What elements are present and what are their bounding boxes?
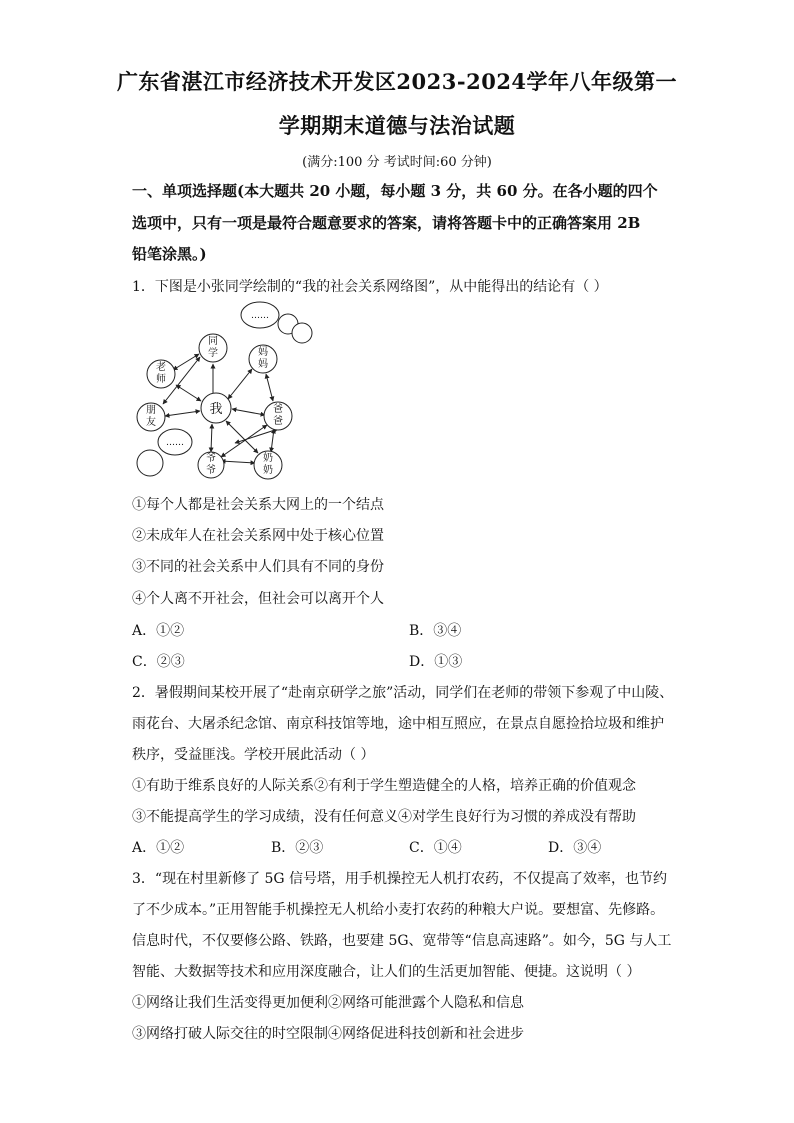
- ellipsis-left-label: ……: [166, 438, 184, 448]
- title-line-2: 学期期末道德与法治试题: [278, 113, 516, 138]
- me-label: 我: [209, 402, 223, 417]
- q2-option-b: B．②③: [271, 840, 324, 856]
- title-line-1: 广东省湛江市经济技术开发区2023-2024学年八年级第一: [116, 69, 678, 94]
- mom-label-1: 妈: [258, 347, 268, 358]
- q1-statement-1: ①每个人都是社会关系大网上的一个结点: [132, 497, 384, 513]
- q2-stem-line-1: 2．暑假期间某校开展了“赴南京研学之旅”活动，同学们在老师的带领下参观了中山陵、: [132, 685, 674, 701]
- grandma-label-2: 奶: [263, 465, 273, 476]
- social-network-diagram: [130, 298, 330, 483]
- classmate-label-1: 同: [208, 336, 218, 347]
- q2-option-d: D．③④: [548, 840, 602, 856]
- placeholder-node: [137, 450, 163, 476]
- q1-stem: 1．下图是小张同学绘制的“我的社会关系网络图”，从中能得出的结论有（ ）: [132, 279, 608, 295]
- q2-option-a: A．①②: [132, 840, 185, 856]
- q2-statement-1: ①有助于维系良好的人际关系②有利于学生塑造健全的人格，培养正确的价值观念: [132, 778, 636, 794]
- teacher-label-1: 老: [156, 362, 166, 373]
- q3-stem-line-1: 3．“现在村里新修了 5G 信号塔，用手机操控无人机打农药，不仅提高了效率，也节约: [132, 871, 668, 887]
- classmate-label-2: 学: [208, 348, 218, 359]
- section-line-1: 一、单项选择题(本大题共 20 小题，每小题 3 分，共 60 分。在各小题的四个: [132, 182, 658, 200]
- q3-stem-line-2: 了不少成本。”正用智能手机操控无人机给小麦打农药的种粮大户说。要想富、先修路。: [132, 902, 665, 918]
- q1-statement-3: ③不同的社会关系中人们具有不同的身份: [132, 559, 384, 575]
- q1-statement-4: ④个人离不开社会，但社会可以离开个人: [132, 591, 384, 607]
- section-line-3: 铅笔涂黑。): [132, 245, 207, 263]
- section-line-2: 选项中，只有一项是最符合题意要求的答案，请将答题卡中的正确答案用 2B: [132, 214, 641, 232]
- q3-statement-1: ①网络让我们生活变得更加便利②网络可能泄露个人隐私和信息: [132, 995, 524, 1011]
- dad-label-1: 爸: [273, 404, 283, 415]
- q2-stem-line-3: 秩序，受益匪浅。学校开展此活动（ ）: [132, 747, 375, 763]
- q1-option-a: A．①②: [132, 623, 185, 639]
- q2-option-c: C．①④: [409, 840, 462, 856]
- q3-stem-line-4: 智能、大数据等技术和应用深度融合，让人们的生活更加智能、便捷。这说明（ ）: [132, 964, 641, 980]
- q2-stem-line-2: 雨花台、大屠杀纪念馆、南京科技馆等地，途中相互照应，在景点自愿捡拾垃圾和维护: [132, 716, 664, 732]
- friend-label-2: 友: [146, 417, 156, 428]
- teacher-label-2: 师: [156, 374, 166, 385]
- exam-info: (满分:100 分 考试时间:60 分钟): [302, 155, 492, 170]
- grandpa-label-2: 爷: [206, 465, 216, 476]
- q3-stem-line-3: 信息时代，不仅要修公路、铁路，也要建 5G、宽带等“信息高速路”。如今，5G 与人工: [132, 933, 672, 949]
- q1-option-b: B．③④: [409, 623, 462, 639]
- ellipsis-top-label: ……: [251, 311, 269, 321]
- grandma-label-1: 奶: [263, 453, 273, 464]
- grandpa-label-1: 爷: [206, 453, 216, 464]
- small-node-2: [292, 323, 312, 343]
- q2-statement-2: ③不能提高学生的学习成绩，没有任何意义④对学生良好行为习惯的养成没有帮助: [132, 809, 636, 825]
- dad-label-2: 爸: [273, 416, 283, 427]
- friend-label-1: 朋: [146, 405, 156, 416]
- q1-option-d: D．①③: [409, 654, 463, 670]
- q1-statement-2: ②未成年人在社会关系网中处于核心位置: [132, 528, 384, 544]
- mom-label-2: 妈: [258, 359, 268, 370]
- q3-statement-2: ③网络打破人际交往的时空限制④网络促进科技创新和社会进步: [132, 1026, 524, 1042]
- q1-option-c: C．②③: [132, 654, 185, 670]
